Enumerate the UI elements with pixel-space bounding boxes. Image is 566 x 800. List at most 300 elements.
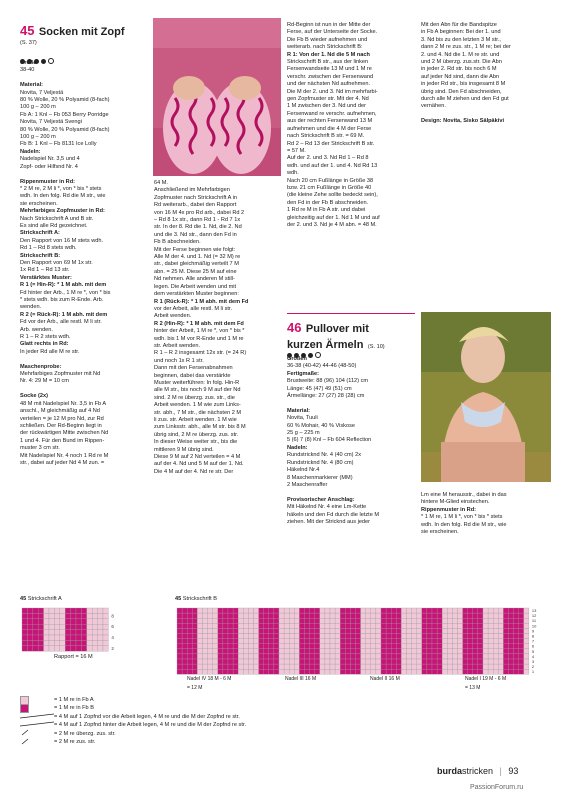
chart-a-cell (71, 619, 76, 624)
chart-b-cell (203, 608, 208, 613)
chart-b-cell (468, 613, 473, 618)
chart-b-cell (279, 644, 284, 649)
text-line: Verstärktes Muster: (20, 274, 72, 281)
text-line: Größe (20, 60, 37, 66)
chart-b-cell (386, 613, 391, 618)
chart-b-cell (498, 623, 503, 628)
legend-item (20, 696, 440, 705)
chart-b-cell (279, 664, 284, 669)
chart-b-cell (361, 669, 366, 674)
chart-b-cell (427, 613, 432, 618)
chart-b-cell (325, 654, 330, 659)
chart-b-cell (294, 634, 299, 639)
chart-b-cell (503, 623, 508, 628)
chart-b-cell (264, 669, 269, 674)
chart-b-cell (284, 628, 289, 633)
chart-b-cell (340, 608, 345, 613)
text-line: durch alle M ziehen und den Fd gut (421, 96, 509, 103)
text-line: Glatt rechts in Rd: (20, 341, 69, 348)
chart-b-cell (213, 613, 218, 618)
chart-b-cell (376, 628, 381, 633)
chart-a-cell (103, 630, 108, 635)
chart-b-cell (381, 639, 386, 644)
pattern-title-line1: Pullover mit (305, 323, 369, 335)
text-line: Fersenwand re verschr. aufnehmen, (287, 110, 377, 117)
chart-b-cell (187, 618, 192, 623)
chart-b-cell (187, 649, 192, 654)
text-line: wdh. In den folg. Rd die M str., wie (421, 521, 507, 528)
chart-b-cell (345, 623, 350, 628)
chart-a-cell (38, 646, 43, 651)
text-line: und der nächsten Nd aufnehmen. (287, 81, 371, 88)
chart-b-cell (294, 664, 299, 669)
chart-b-cell (345, 644, 350, 649)
chart-a-cell (98, 619, 103, 624)
chart-b-cell (498, 644, 503, 649)
chart-a-cell (92, 640, 97, 645)
chart-a-cell (22, 635, 27, 640)
chart-b-cell (305, 618, 310, 623)
chart-b-cell (396, 628, 401, 633)
chart-b-cell (330, 623, 335, 628)
chart-a-cell (76, 619, 81, 624)
chart-b-cell (243, 613, 248, 618)
chart-b-cell (509, 664, 514, 669)
chart-b-cell (259, 659, 264, 664)
chart-b-cell (192, 634, 197, 639)
chart-a-cell (44, 630, 49, 635)
chart-b-cell (325, 608, 330, 613)
chart-b-cell (264, 639, 269, 644)
chart-b-cell (381, 644, 386, 649)
text-line: muster 3 cm str. (20, 445, 60, 452)
text-line: Mehrfarbiges Zopfmuster in Rd: (20, 208, 105, 215)
needle-label: Nadel III 16 M (285, 676, 317, 682)
chart-b-cell (366, 654, 371, 659)
chart-b-cell (269, 654, 274, 659)
chart-b-cell (289, 618, 294, 623)
chart-b-cell (437, 608, 442, 613)
chart-b-cell (376, 639, 381, 644)
chart-b-cell (427, 628, 432, 633)
chart-b-cell (320, 664, 325, 669)
chart-b-cell (407, 639, 412, 644)
chart-b-cell (320, 659, 325, 664)
text-line: Socke (2x) (20, 393, 48, 400)
text-line: Material: (20, 82, 44, 89)
chart-b-cell (259, 654, 264, 659)
text-line: Strickschrift B str., aus der linken (287, 59, 369, 66)
chart-a-cell (27, 608, 32, 613)
chart-b-cell (503, 613, 508, 618)
chart-b-cell (243, 659, 248, 664)
chart-b-cell (299, 639, 304, 644)
chart-b-cell (514, 639, 519, 644)
chart-b-cell (422, 634, 427, 639)
chart-b-cell (483, 654, 488, 659)
chart-b-cell (478, 669, 483, 674)
chart-a-cell (22, 619, 27, 624)
chart-b-cell (284, 654, 289, 659)
chart-b-cell (340, 618, 345, 623)
chart-b-cell (315, 654, 320, 659)
chart-b-cell (371, 644, 376, 649)
chart-b-cell (447, 618, 452, 623)
chart-b-cell (279, 608, 284, 613)
chart-a-cell (27, 624, 32, 629)
chart-b-cell (361, 634, 366, 639)
chart-b-cell (310, 649, 315, 654)
chart-b-cell (401, 628, 406, 633)
chart-b-cell (203, 644, 208, 649)
chart-b-cell (473, 664, 478, 669)
chart-b-cell (243, 623, 248, 628)
text-line: Rd 2 – Rd 13 der Strickschrift B str. (287, 140, 375, 147)
text-line: Größen (287, 356, 307, 362)
chart-b-cell (238, 628, 243, 633)
chart-b-cell (218, 623, 223, 628)
chart-b-cell (335, 613, 340, 618)
text-line: Novita, Tuuli (287, 415, 318, 422)
chart-b-cell (361, 618, 366, 623)
chart-a-cell (71, 646, 76, 651)
chart-b-cell (458, 644, 463, 649)
text-line: Material: (287, 407, 311, 414)
chart-b-cell (233, 669, 238, 674)
chart-b-cell (493, 654, 498, 659)
chart-b-cell (345, 664, 350, 669)
chart-b-cell (208, 628, 213, 633)
chart-b-cell (345, 639, 350, 644)
chart-b-cell (264, 649, 269, 654)
chart-b-cell (177, 649, 182, 654)
chart-b-cell (514, 634, 519, 639)
chart-b-cell (274, 659, 279, 664)
chart-b-cell (376, 618, 381, 623)
chart-b-cell (473, 639, 478, 644)
chart-b-cell (177, 664, 182, 669)
chart-b-cell (371, 639, 376, 644)
chart-b-cell (412, 644, 417, 649)
chart-b-cell (468, 628, 473, 633)
text-line: aufnehmen und die 4 M der Ferse (287, 125, 372, 132)
legend-text: = 2 M re überzg. zus. str. (54, 730, 116, 737)
chart-b-cell (396, 634, 401, 639)
chart-b-cell (223, 608, 228, 613)
text-line: Arbeit wenden. (154, 313, 192, 320)
chart-b-cell (213, 664, 218, 669)
chart-b-cell (488, 669, 493, 674)
text-line: str. Arbeit wenden. (154, 342, 201, 349)
chart-b-cell (289, 649, 294, 654)
chart-b-cell (376, 634, 381, 639)
chart-b-cell (452, 613, 457, 618)
chart-b-cell (483, 639, 488, 644)
chart-b-cell (254, 659, 259, 664)
chart-b-cell (325, 669, 330, 674)
chart-b-cell (463, 634, 468, 639)
chart-b-cell (325, 664, 330, 669)
chart-b-cell (519, 654, 524, 659)
chart-a-row-number: 2 (111, 645, 114, 651)
chart-b-cell (197, 644, 202, 649)
chart-b-cell (238, 634, 243, 639)
chart-b-cell (248, 623, 253, 628)
chart-b-cell (386, 618, 391, 623)
chart-b-cell (452, 644, 457, 649)
chart-b-cell (412, 628, 417, 633)
chart-b-cell (442, 664, 447, 669)
legend-text: = 2 M re zus. str. (54, 739, 96, 746)
chart-b-cell (284, 669, 289, 674)
chart-b-title: Strickschrift B (182, 596, 217, 602)
chart-b-cell (192, 644, 197, 649)
chart-b-cell (524, 664, 529, 669)
chart-b-cell (452, 639, 457, 644)
text-line: In jeder Rd alle M re str. (20, 348, 80, 355)
chart-b-cell (417, 608, 422, 613)
chart-b-cell (391, 639, 396, 644)
chart-b-cell (315, 659, 320, 664)
chart-b-cell (310, 623, 315, 628)
chart-a-cell (71, 640, 76, 645)
chart-b-cell (458, 613, 463, 618)
chart-b-cell (524, 669, 529, 674)
chart-b-cell (442, 623, 447, 628)
chart-a-cell (87, 619, 92, 624)
chart-b-cell (274, 654, 279, 659)
chart-b-cell (356, 634, 361, 639)
chart-b-cell (493, 649, 498, 654)
text-line: auf jeder Nd sind, dann die Abn (421, 73, 500, 80)
text-line: Provisorischer Anschlag: (287, 496, 355, 503)
chart-b-cell (305, 664, 310, 669)
chart-b-cell (243, 618, 248, 623)
chart-b-cell (458, 639, 463, 644)
text-line: dem verstärkten Muster beginnen: (154, 291, 239, 298)
chart-b-cell (366, 623, 371, 628)
chart-b-cell (493, 669, 498, 674)
text-line: wdh. bis 1 M vor R-Ende und 1 M re (154, 335, 244, 342)
chart-a-cell (65, 630, 70, 635)
chart-a-cell (49, 613, 54, 618)
chart-b-cell (197, 669, 202, 674)
chart-b-cell (463, 618, 468, 623)
chart-b-cell (376, 669, 381, 674)
chart-b-cell (386, 644, 391, 649)
chart-b-cell (330, 654, 335, 659)
chart-b-cell (315, 649, 320, 654)
chart-b-cell (468, 634, 473, 639)
chart-b-cell (514, 628, 519, 633)
chart-b-cell (177, 669, 182, 674)
chart-b-cell (177, 654, 182, 659)
chart-b-cell (279, 649, 284, 654)
text-line: Dann mit den Fersenabnahmen (154, 365, 233, 372)
chart-b-cell (350, 618, 355, 623)
chart-b-cell (259, 644, 264, 649)
chart-b-cell (412, 669, 417, 674)
chart-a-cell (60, 646, 65, 651)
chart-b-cell (203, 628, 208, 633)
text-line: 1 Rd re M in Fb A str. und dabei (287, 207, 366, 214)
chart-b-cell (356, 618, 361, 623)
chart-b-cell (238, 649, 243, 654)
chart-b-cell (488, 628, 493, 633)
chart-b-cell (396, 664, 401, 669)
text-line: Fb B abschneiden. (154, 239, 201, 246)
chart-b-cell (310, 613, 315, 618)
chart-a-cell (38, 630, 43, 635)
chart-b-cell (208, 623, 213, 628)
text-line: str. In der 8. Rd die 1. Nd, die 2. Nd (154, 224, 242, 231)
chart-b-cell (356, 608, 361, 613)
chart-b-cell (458, 659, 463, 664)
chart-b-cell (248, 618, 253, 623)
decrease-icon (20, 738, 54, 748)
chart-a-cell (87, 640, 92, 645)
needle-label: Nadel IV 18 M - 6 M (187, 676, 232, 682)
text-line: R 2 (Hin-R): * 1 M abh. mit dem Fd (154, 320, 244, 327)
chart-b-cell (473, 618, 478, 623)
chart-legend (20, 696, 440, 747)
chart-b-cell (335, 664, 340, 669)
chart-b-cell (203, 659, 208, 664)
chart-b-cell (305, 659, 310, 664)
pattern-45-header (20, 22, 124, 40)
chart-b-cell (289, 608, 294, 613)
text-line: = 57 M. (287, 147, 306, 154)
chart-a-cell (98, 640, 103, 645)
text-line: sie erscheinen. (20, 200, 58, 207)
chart-b-cell (350, 649, 355, 654)
chart-b-cell (371, 669, 376, 674)
chart-b-cell (299, 669, 304, 674)
chart-a-cell (76, 635, 81, 640)
chart-b-cell (519, 634, 524, 639)
chart-b-cell (218, 664, 223, 669)
chart-b-cell (519, 623, 524, 628)
chart-b-cell (223, 623, 228, 628)
chart-b-cell (366, 608, 371, 613)
chart-a-cell (81, 608, 86, 613)
text-line: Fd hinter der Arb., 1 M re *, von * bis (20, 289, 111, 296)
chart-b-cell (407, 649, 412, 654)
chart-a-cell (60, 619, 65, 624)
chart-b-cell (228, 669, 233, 674)
chart-b-cell (213, 618, 218, 623)
chart-b-cell (284, 618, 289, 623)
chart-b-cell (228, 664, 233, 669)
text-line (421, 111, 551, 118)
chart-b-cell (366, 634, 371, 639)
chart-b-cell (401, 669, 406, 674)
chart-b-cell (264, 654, 269, 659)
text-line: 64 M. (154, 180, 168, 186)
text-line: Ferse, auf der Unterseite der Socke. (287, 29, 378, 36)
text-line: schließen. Der Rd-Beginn liegt in (20, 422, 102, 429)
chart-a-cell (65, 646, 70, 651)
pattern-46-column-3 (287, 356, 415, 526)
chart-b-cell (371, 628, 376, 633)
chart-b-cell (503, 639, 508, 644)
text-line: Strickschrift A: (20, 230, 60, 237)
chart-b-cell (401, 654, 406, 659)
chart-a-cell (65, 613, 70, 618)
text-line: Auf der 2. und 3. Nd Rd 1 – Rd 8 (287, 155, 369, 162)
chart-b-cell (330, 664, 335, 669)
chart-b-row-number: 12 (531, 613, 537, 619)
chart-b-cell (284, 639, 289, 644)
chart-b-cell (509, 608, 514, 613)
chart-b-cell (315, 618, 320, 623)
chart-b-grid (175, 606, 551, 702)
chart-b-cell (264, 659, 269, 664)
chart-b-cell (407, 628, 412, 633)
chart-b-cell (289, 659, 294, 664)
chart-b-cell (315, 644, 320, 649)
chart-b-cell (452, 608, 457, 613)
chart-b-cell (248, 664, 253, 669)
chart-b-cell (427, 649, 432, 654)
chart-b-cell (452, 654, 457, 659)
text-line: Rd 1 – Rd 8 stets wdh. (20, 245, 77, 252)
chart-b-cell (238, 654, 243, 659)
chart-b-cell (294, 628, 299, 633)
chart-b-cell (264, 608, 269, 613)
chart-b-cell (315, 623, 320, 628)
chart-a-cell (22, 646, 27, 651)
chart-b-cell (452, 664, 457, 669)
chart-b-cell (437, 623, 442, 628)
chart-b-cell (432, 669, 437, 674)
brand-sub: stricken (462, 766, 494, 776)
chart-b-cell (401, 649, 406, 654)
chart-a-cell (98, 613, 103, 618)
chart-a-cell (60, 613, 65, 618)
chart-b-cell (412, 639, 417, 644)
chart-b-cell (483, 628, 488, 633)
chart-b-cell (442, 634, 447, 639)
text-line: in jeder Rd str., bis insgesamt 8 M (421, 81, 506, 88)
chart-a-cell (27, 613, 32, 618)
brand: burda (437, 766, 463, 776)
chart-b-cell (264, 644, 269, 649)
chart-b-cell (299, 659, 304, 664)
text-line: Mit der Ferse beginnen wie folgt: (154, 246, 236, 253)
chart-b-cell (503, 644, 508, 649)
chart-b-cell (203, 654, 208, 659)
chart-b-cell (478, 639, 483, 644)
chart-b-cell (432, 628, 437, 633)
chart-a-cell (33, 624, 38, 629)
chart-b-cell (274, 639, 279, 644)
chart-b-cell (294, 659, 299, 664)
text-line (20, 75, 150, 82)
chart-b-cell (208, 613, 213, 618)
chart-b-cell (488, 659, 493, 664)
chart-b-cell (427, 639, 432, 644)
chart-b-cell (483, 659, 488, 664)
text-line: Design: Novita, Sisko Sälpäkivi (421, 118, 505, 125)
chart-b-cell (192, 613, 197, 618)
chart-b-cell (264, 618, 269, 623)
chart-b-cell (325, 634, 330, 639)
chart-b-cell (177, 634, 182, 639)
chart-a-cell (87, 646, 92, 651)
text-line: Mehrfarbiges Zopfmuster mit Nd (20, 371, 101, 378)
chart-b-cell (519, 613, 524, 618)
